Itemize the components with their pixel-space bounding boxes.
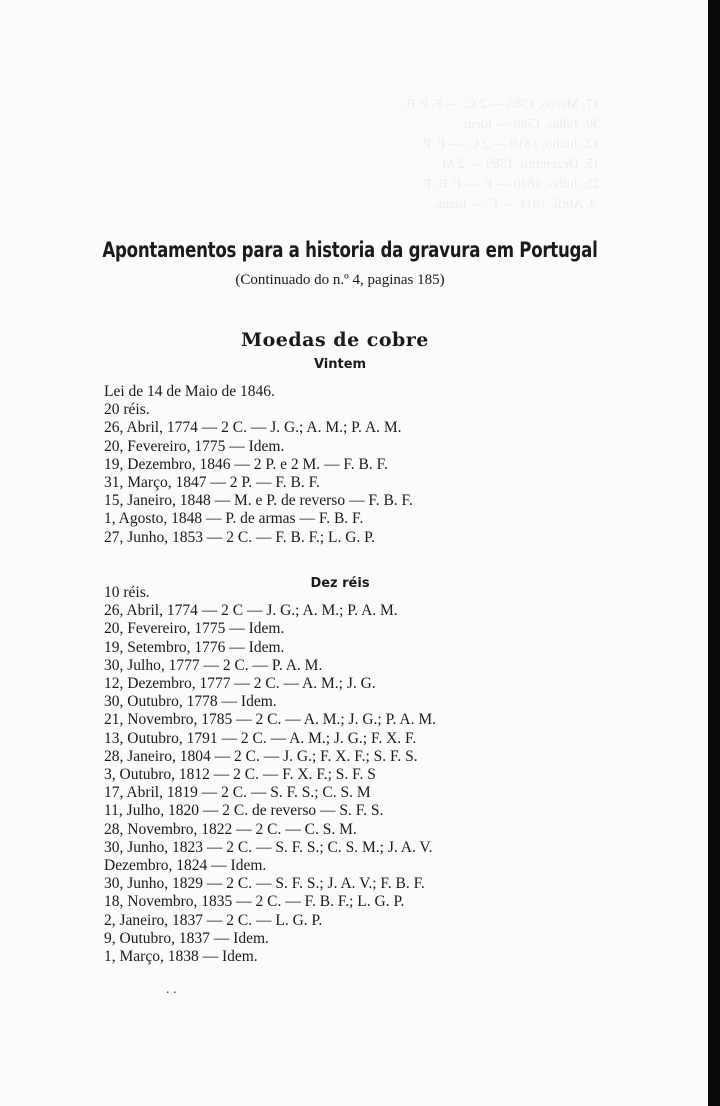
list-item: Dezembro, 1824 — Idem. xyxy=(104,857,267,875)
list-item: 26, Abril, 1774 — 2 C — J. G.; A. M.; P. A. M. xyxy=(104,602,398,620)
list-item: 28, Janeiro, 1804 — 2 C. — J. G.; F. X. F.; S. F. S. xyxy=(104,747,418,765)
subheading-dez-reis: Dez réis xyxy=(310,576,370,591)
list-item: 13, Outubro, 1791 — 2 C. — A. M.; J. G.; F. X. F. xyxy=(104,729,417,747)
continuation-note: (Continuado do n.º 4, paginas 185) xyxy=(235,272,445,288)
list-item: 30, Outubro, 1778 — Idem. xyxy=(104,693,277,711)
list-item: 10 réis. xyxy=(104,584,150,601)
footer-dots: . . xyxy=(166,982,177,997)
list-item: 21, Novembro, 1785 — 2 C. — A. M.; J. G.; P. A. M. xyxy=(104,711,436,729)
list-item: 30, Julho, 1777 — 2 C. — P. A. M. xyxy=(104,656,323,674)
list-item: 20, Fevereiro, 1775 — Idem. xyxy=(104,437,285,455)
list-item: 20, Fevereiro, 1775 — Idem. xyxy=(104,620,285,638)
list-item: 27, Junho, 1853 — 2 C. — F. B. F.; L. G. P. xyxy=(104,528,375,546)
bleed-through-text: 17, Março, 1585 — 2 C. — F. P. R. 30, Julho, 1588 — Idem. 12, Junho, 1810 — 2 C. — F. P. 15, Dezembro, 1589 — 2 M. 25, Julho, 1840 — F. — F. B. F. 3, Abril, 1811 — F. — Idem. xyxy=(402,97,600,212)
list-item: 12, Dezembro, 1777 — 2 C. — A. M.; J. G. xyxy=(104,675,376,693)
list-item: 11, Julho, 1820 — 2 C. de reverso — S. F. S. xyxy=(104,802,384,820)
list-item: 18, Novembro, 1835 — 2 C. — F. B. F.; L. G. P. xyxy=(104,893,405,911)
list-item: 31, Março, 1847 — 2 P. — F. B. F. xyxy=(104,474,320,492)
list-item: 19, Dezembro, 1846 — 2 P. e 2 M. — F. B. F. xyxy=(104,455,388,473)
list-item: 20 réis. xyxy=(104,401,150,419)
section-heading: Moedas de cobre xyxy=(241,328,429,351)
list-item: 3, Outubro, 1812 — 2 C. — F. X. F.; S. F. S xyxy=(104,766,376,784)
scan-border xyxy=(708,0,720,1106)
list-item: 1, Março, 1838 — Idem. xyxy=(104,948,258,966)
list-item: Lei de 14 de Maio de 1846. xyxy=(104,383,275,400)
list-item: 19, Setembro, 1776 — Idem. xyxy=(104,638,285,656)
list-item: 1, Agosto, 1848 — P. de armas — F. B. F. xyxy=(104,510,364,528)
list-item: 17, Abril, 1819 — 2 C. — S. F. S.; C. S. M xyxy=(104,784,371,802)
list-item: 9, Outubro, 1837 — Idem. xyxy=(104,929,269,947)
list-item: 2, Janeiro, 1837 — 2 C. — L. G. P. xyxy=(104,911,323,929)
list-item: 26, Abril, 1774 — 2 C. — J. G.; A. M.; P. A. M. xyxy=(104,419,402,437)
subheading-vintem: Vintem xyxy=(313,357,367,372)
list-item: 15, Janeiro, 1848 — M. e P. de reverso — F. B. F. xyxy=(104,492,413,510)
dez-reis-list xyxy=(104,584,624,966)
article-title: Apontamentos para a historia da gravura em Portugal xyxy=(102,238,598,263)
list-item: 28, Novembro, 1822 — 2 C. — C. S. M. xyxy=(104,820,357,838)
list-item: 30, Junho, 1829 — 2 C. — S. F. S.; J. A. V.; F. B. F. xyxy=(104,875,425,893)
list-item: 30, Junho, 1823 — 2 C. — S. F. S.; C. S. M.; J. A. V. xyxy=(104,838,433,856)
vintem-list xyxy=(104,383,624,547)
